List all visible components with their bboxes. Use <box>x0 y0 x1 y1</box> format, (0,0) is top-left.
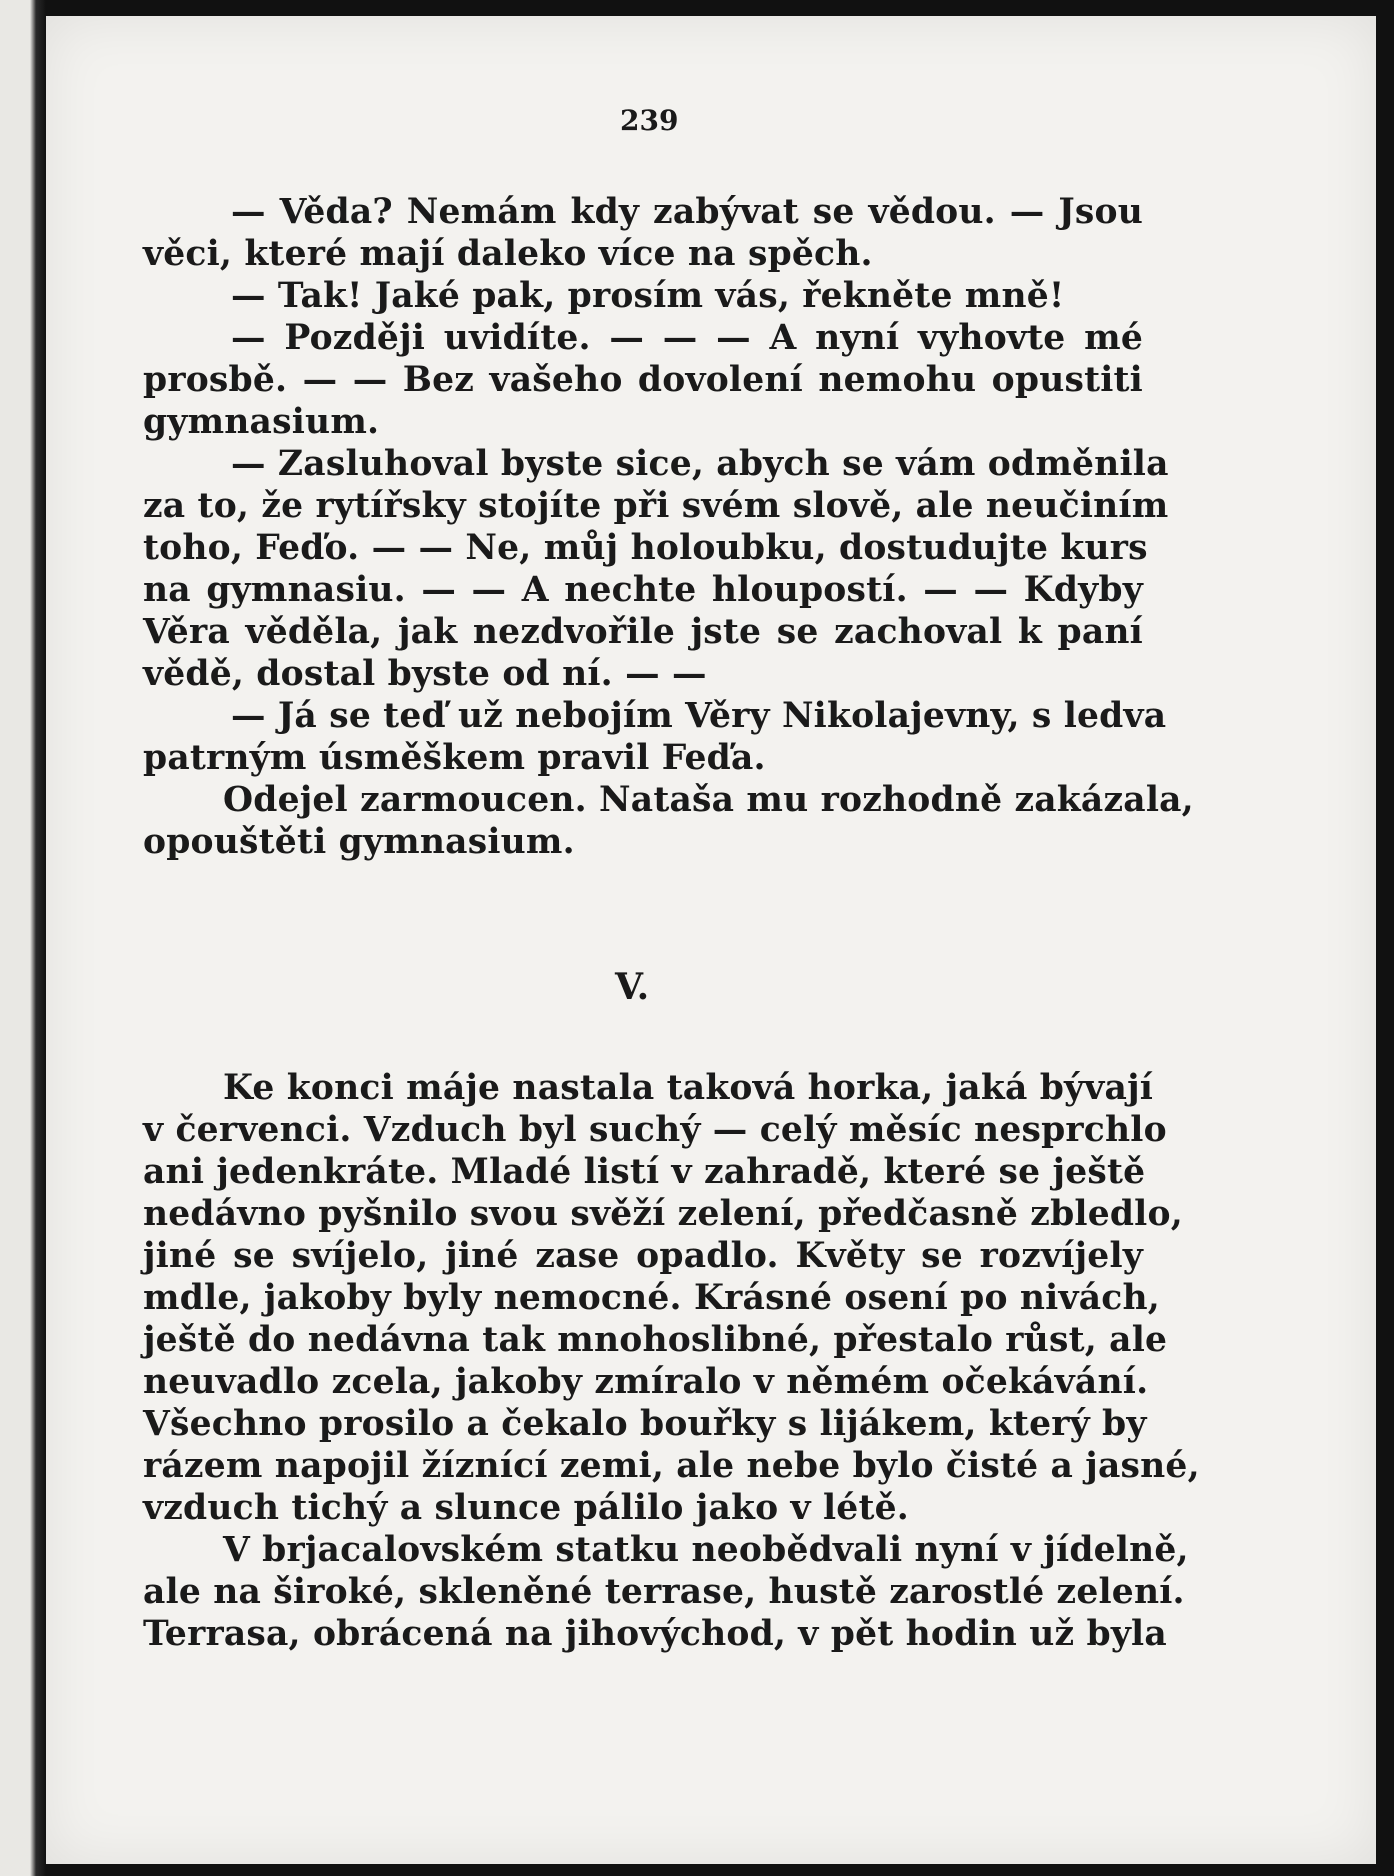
text-line: jiné se svíjelo, jiné zase opadlo. Květy se rozvíjely <box>143 1236 1143 1276</box>
text-line: vzduch tichý a slunce pálilo jako v létě. <box>143 1488 909 1528</box>
text-line: patrným úsměškem pravil Feďa. <box>143 738 766 778</box>
text-line: — Já se teď už nebojím Věry Nikolajevny, s ledva <box>231 696 1167 736</box>
text-line: mdle, jakoby byly nemocné. Krásné osení po nivách, <box>143 1278 1160 1318</box>
page-edge <box>1376 0 1394 1876</box>
text-line: prosbě. — — Bez vašeho dovolení nemohu opustiti <box>143 360 1143 400</box>
text-line: ještě do nedávna tak mnohoslibné, přestalo růst, ale <box>143 1320 1168 1360</box>
text-line: za to, že rytířsky stojíte při svém slově, ale neučiním <box>143 486 1169 526</box>
text-line: — Tak! Jaké pak, prosím vás, řekněte mně! <box>231 276 1065 316</box>
chapter-heading: V. <box>615 966 650 1008</box>
text-line: V brjacalovském statku neobědvali nyní v jídelně, <box>223 1530 1189 1570</box>
text-line: věci, které mají daleko více na spěch. <box>143 234 873 274</box>
text-line: v červenci. Vzduch byl suchý — celý měsíc nesprchlo <box>143 1110 1167 1150</box>
text-line: neuvadlo zcela, jakoby zmíralo v němém očekávání. <box>143 1362 1149 1402</box>
text-line: vědě, dostal byste od ní. — — <box>143 654 707 694</box>
text-line: na gymnasiu. — — A nechte hloupostí. — — Kdyby <box>143 570 1143 610</box>
text-line: — Později uvidíte. — — — A nyní vyhovte mé <box>231 318 1143 358</box>
text-line: ale na široké, skleněné terrase, hustě zarostlé zelení. <box>143 1572 1185 1612</box>
text-line: Věra věděla, jak nezdvořile jste se zachoval k paní <box>143 612 1143 652</box>
text-line: Ke konci máje nastala taková horka, jaká bývají <box>223 1068 1154 1108</box>
text-line: — Zasluhoval byste sice, abych se vám odměnila <box>231 444 1169 484</box>
text-line: nedávno pyšnilo svou svěží zelení, předčasně zbledlo, <box>143 1194 1183 1234</box>
text-line: Všechno prosilo a čekalo bouřky s lijákem, který by <box>143 1404 1147 1444</box>
text-line: Terrasa, obrácená na jihovýchod, v pět hodin už byla <box>143 1614 1167 1654</box>
text-line: ani jedenkráte. Mladé listí v zahradě, které se ještě <box>143 1152 1146 1192</box>
text-line: gymnasium. <box>143 402 380 442</box>
book-spine <box>0 0 46 1876</box>
page-number: 239 <box>620 104 679 137</box>
text-line: opouštěti gymnasium. <box>143 822 575 862</box>
text-line: — Věda? Nemám kdy zabývat se vědou. — Jsou <box>231 192 1143 232</box>
text-line: Odejel zarmoucen. Nataša mu rozhodně zakázala, <box>223 780 1194 820</box>
text-line: toho, Feďo. — — Ne, můj holoubku, dostudujte kurs <box>143 528 1148 568</box>
text-line: rázem napojil žíznící zemi, ale nebe bylo čisté a jasné, <box>143 1446 1200 1486</box>
